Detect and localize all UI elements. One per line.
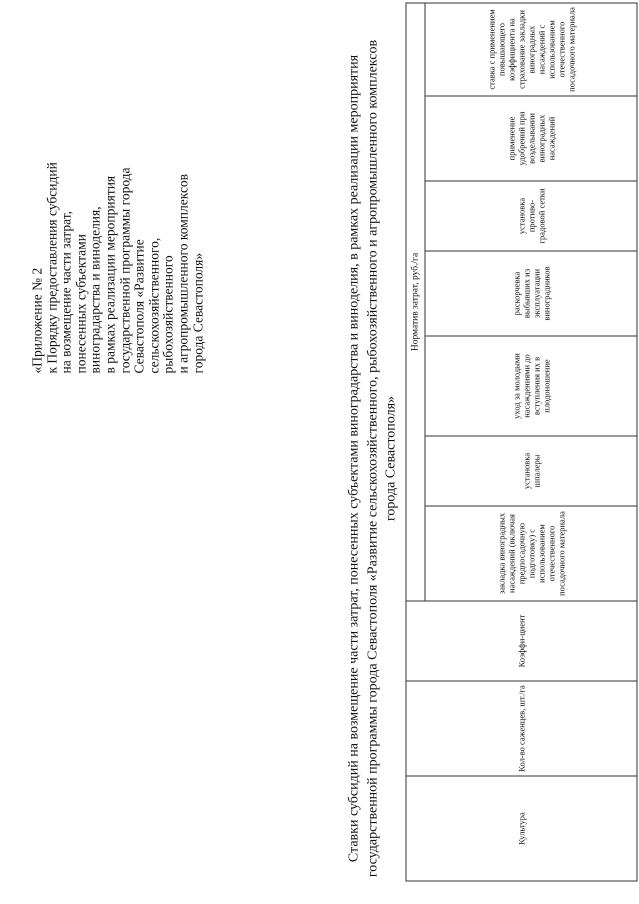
subsidy-rates-table: [406, 2, 638, 881]
rotated-content: [1, 0, 639, 904]
annex-header: «Приложение № 2 к Порядку предоставления субсидий на возмещение части затрат, понесенных субъектами виноградарства и виноделия, в рамках реализации мероприятия государственной программы города Севастополя «Развитие сельскохозяйственного, рыбохозяйственного и агропромышленного комплексов города Севастополя»: [29, 162, 206, 374]
header-insurance-rate: ставка с применением повышающего коэффициента на страхование закладки виноградных насаждений с использованием отечественного посадочного материала: [425, 3, 637, 96]
header-planting: закладка виноградных насаждений (включая предпосадочную подготовку) с использованием отечественного посадочного материала: [425, 506, 637, 601]
header-crop: Культура: [406, 776, 637, 881]
header-young-care: уход за молодыми насаждениями до вступления их в плодоношение: [425, 336, 637, 436]
header-coefficient: Коэффи-циент: [406, 601, 637, 681]
header-seedling-count: Кол-во саженцев, шт./га: [406, 681, 637, 776]
header-uprooting: раскорчевка выбывших из эксплуатации виноградников: [425, 251, 637, 336]
header-fertilizers: применение удобрений при возделывании виноградных насаждений: [425, 96, 637, 181]
document-title: Ставки субсидий на возмещение части затрат, понесенных субъектами виноградарства и виноделия, в рамках реализации мероприятия государственной программы города Севастополя «Развитие сельскохозяйственного, рыбохозяйственного и агропромышленного комплексов города Севастополя»: [346, 39, 399, 878]
header-hail-net: установка противо-градовой сетки: [425, 181, 637, 251]
header-trellis: установка шпалеры: [425, 436, 637, 506]
header-cost-norm: Норматив затрат, руб./га: [406, 3, 425, 601]
